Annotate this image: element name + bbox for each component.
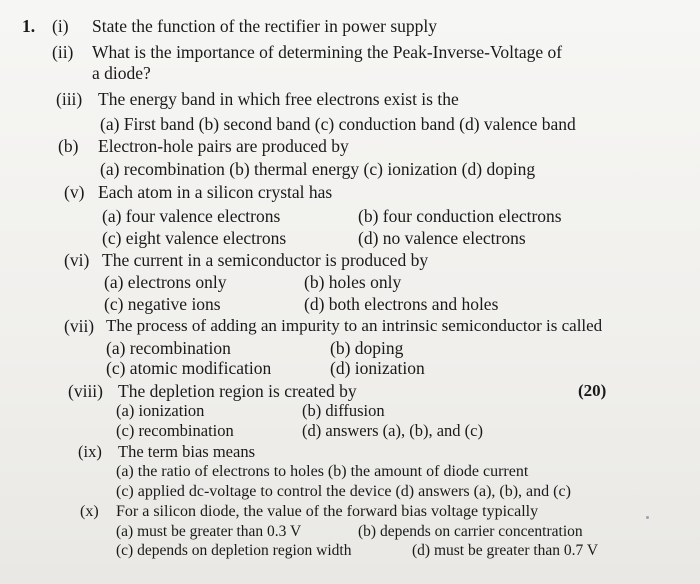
item-x-option-a: (a) must be greater than 0.3 V	[116, 523, 302, 540]
item-viii-text: The depletion region is created by	[118, 381, 357, 401]
item-x-option-d: (d) must be greater than 0.7 V	[412, 542, 599, 559]
item-viii-option-b: (b) diffusion	[302, 401, 385, 420]
item-i-text: State the function of the rectifier in power supply	[92, 16, 438, 36]
item-vii-option-d: (d) ionization	[330, 358, 425, 378]
item-ii-label: (ii)	[52, 42, 74, 62]
item-vii-option-c: (c) atomic modification	[106, 358, 272, 378]
item-v-option-c: (c) eight valence electrons	[102, 228, 287, 248]
item-vi-option-b: (b) holes only	[304, 272, 402, 292]
item-b-label: (b)	[58, 136, 79, 156]
item-v-option-d: (d) no valence electrons	[358, 228, 526, 248]
item-vii-option-b: (b) doping	[330, 338, 404, 358]
item-iii-label: (iii)	[56, 89, 83, 109]
item-ix-options-1: (a) the ratio of electrons to holes (b) the amount of diode current	[116, 463, 529, 480]
item-viii-option-d: (d) answers (a), (b), and (c)	[302, 421, 483, 440]
item-x-option-c: (c) depends on depletion region width	[116, 542, 352, 559]
item-vi-option-a: (a) electrons only	[104, 272, 227, 292]
item-x-label: (x)	[80, 503, 99, 520]
item-iii-options: (a) First band (b) second band (c) conduction band (d) valence band	[100, 114, 576, 134]
marks-label: (20)	[578, 381, 607, 400]
item-vi-text: The current in a semiconductor is produced by	[102, 250, 429, 270]
item-ii-text-cont: a diode?	[92, 63, 151, 83]
item-b-options: (a) recombination (b) thermal energy (c) ionization (d) doping	[100, 159, 536, 179]
item-v-option-b: (b) four conduction electrons	[358, 206, 562, 226]
item-viii-option-a: (a) ionization	[116, 401, 205, 420]
paper-speck	[646, 516, 649, 519]
item-v-option-a: (a) four valence electrons	[102, 206, 281, 226]
item-vii-text: The process of adding an impurity to an intrinsic semiconductor is called	[106, 316, 603, 335]
item-i-label: (i)	[52, 16, 69, 36]
item-vi-option-d: (d) both electrons and holes	[304, 294, 499, 314]
item-v-text: Each atom in a silicon crystal has	[98, 182, 333, 202]
item-v-label: (v)	[64, 182, 85, 202]
item-ix-options-2: (c) applied dc-voltage to control the device (d) answers (a), (b), and (c)	[116, 483, 571, 500]
item-b-text: Electron-hole pairs are produced by	[98, 136, 349, 156]
item-vii-label: (vii)	[64, 316, 95, 336]
item-vii-option-a: (a) recombination	[106, 338, 231, 358]
item-x-text: For a silicon diode, the value of the forward bias voltage typically	[116, 503, 539, 520]
item-x-option-b: (b) depends on carrier concentration	[358, 523, 583, 540]
item-ix-text: The term bias means	[118, 442, 255, 461]
item-vi-option-c: (c) negative ions	[104, 294, 221, 314]
item-vi-label: (vi)	[64, 250, 90, 270]
item-ix-label: (ix)	[78, 442, 102, 461]
item-viii-label: (viii)	[68, 381, 103, 401]
item-iii-text: The energy band in which free electrons exist is the	[98, 89, 459, 109]
item-ii-text: What is the importance of determining the Peak-Inverse-Voltage of	[92, 42, 563, 62]
question-number: 1.	[22, 16, 36, 36]
item-viii-option-c: (c) recombination	[116, 421, 234, 440]
